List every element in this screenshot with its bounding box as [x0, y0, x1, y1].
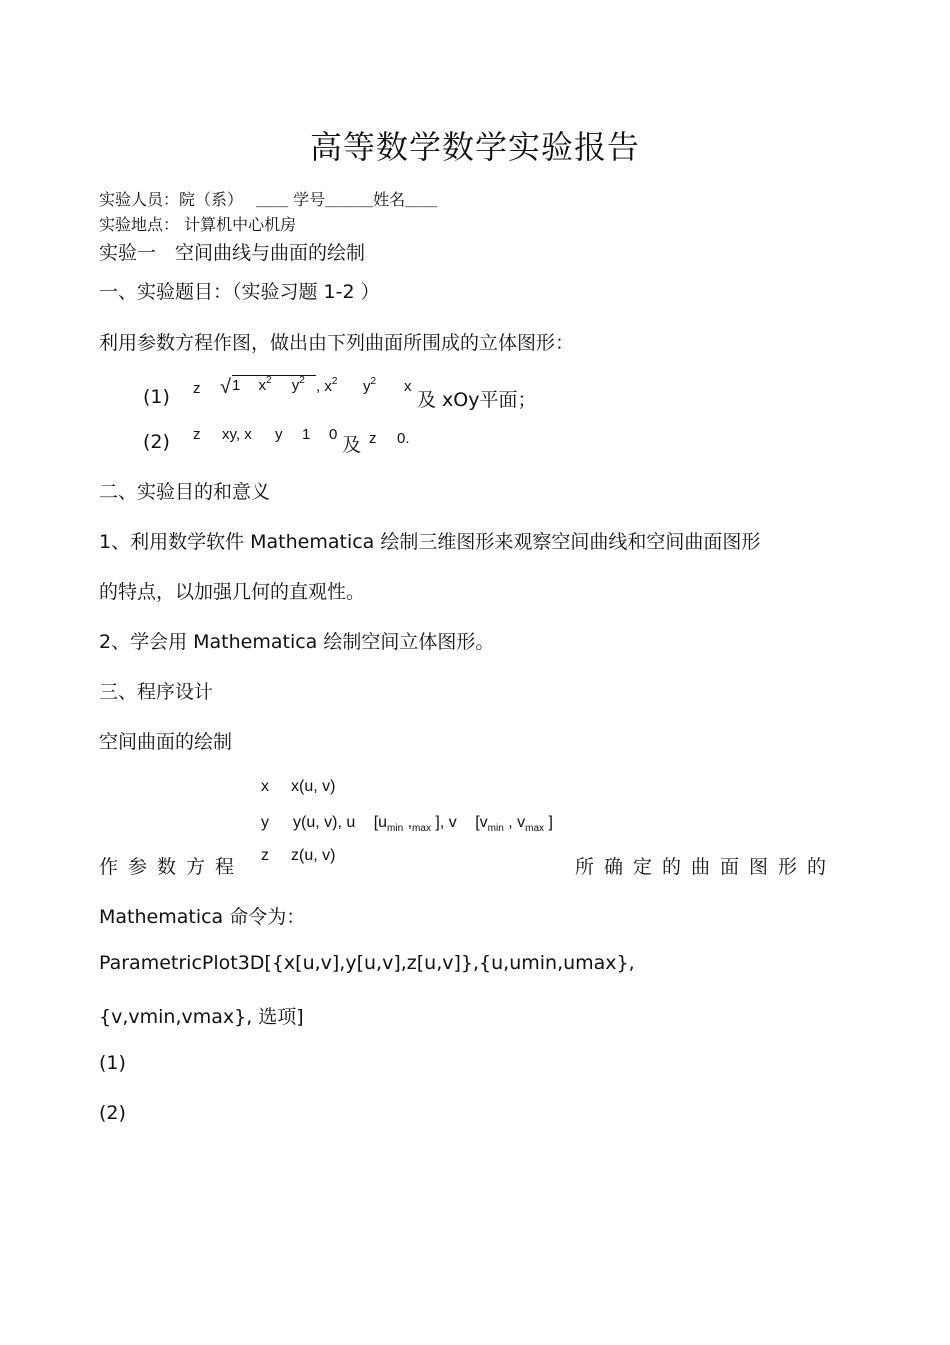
section2-p2: 2、学会用 Mathematica 绘制空间立体图形。: [99, 631, 495, 653]
experiment-title: 实验一 空间曲线与曲面的绘制: [99, 242, 366, 264]
formula1-y: y: [291, 377, 300, 394]
param-x-var: x: [261, 778, 269, 795]
formula1-tail: 及 xOy平面；: [417, 389, 537, 411]
param-z-var: z: [261, 847, 269, 864]
answer-item-1: (1): [99, 1052, 126, 1074]
formula2-z2: z: [369, 430, 377, 447]
section1-intro: 利用参数方程作图，做出由下列曲面所围成的立体图形：: [99, 332, 575, 354]
param-y-var: y: [261, 814, 269, 831]
param-x-rhs: x(u, v): [291, 778, 336, 795]
section3-sub: 空间曲面的绘制: [99, 731, 233, 753]
formula2-zero: 0: [329, 426, 338, 443]
formula1-x-end: x: [404, 378, 412, 395]
section2-p1-line1: 1、利用数学软件 Mathematica 绘制三维图形来观察空间曲线和空间曲面图形: [99, 531, 761, 553]
answer-item-2: (2): [99, 1102, 126, 1124]
section1-heading: 一、实验题目：（实验习题 1-2 ）: [99, 281, 380, 303]
formula1-radicand: [232, 375, 316, 395]
section3-heading: 三、程序设计: [99, 681, 214, 703]
formula1-comma-x: , $x^2$: [316, 376, 338, 395]
formula2-xy: xy, x: [222, 426, 252, 443]
header-location: 实验地点： 计算机中心机房: [99, 215, 297, 234]
formula2-label: (2): [143, 431, 170, 453]
formula1-y-exp: 2: [299, 375, 305, 386]
formula2-z: z: [193, 426, 201, 443]
param-z-rhs: z(u, v): [291, 847, 336, 864]
formula2-zero2: 0.: [397, 430, 410, 447]
formula1-one: 1: [232, 377, 241, 394]
formula1-label: (1): [143, 386, 170, 408]
formula1-y2: $y^2$: [363, 376, 377, 395]
cmd-line2: {v,vmin,vmax}, 选项]: [99, 1006, 304, 1028]
cmd-intro: Mathematica 命令为：: [99, 906, 306, 928]
param-right-text: 所确定的曲面图形的: [575, 856, 837, 878]
formula1-x: x: [258, 377, 267, 394]
formula1-sqrt: √: [220, 376, 231, 398]
param-y-rhs: y(u, v), u [$u_{min}$ $,_{max}$ ], v [$v_{min}$ , $v_{max}$ ]: [293, 814, 553, 834]
formula2-one: 1: [302, 426, 311, 443]
formula1-z: z: [193, 380, 201, 397]
section2-p1-line2: 的特点，以加强几何的直观性。: [99, 581, 366, 603]
page-title: 高等数学数学实验报告: [309, 128, 640, 166]
cmd-line1: ParametricPlot3D[{x[u,v],y[u,v],z[u,v]},{u,umin,umax},: [99, 952, 635, 974]
param-left-text: 作参数方程: [99, 856, 245, 878]
formula2-and: 及: [342, 434, 362, 456]
formula1-x-exp: 2: [266, 375, 272, 386]
section2-heading: 二、实验目的和意义: [99, 481, 271, 503]
formula2-y: y: [275, 426, 283, 443]
header-personnel: 实验人员：院（系） ＿＿ 学号＿＿＿姓名＿＿: [99, 190, 438, 209]
